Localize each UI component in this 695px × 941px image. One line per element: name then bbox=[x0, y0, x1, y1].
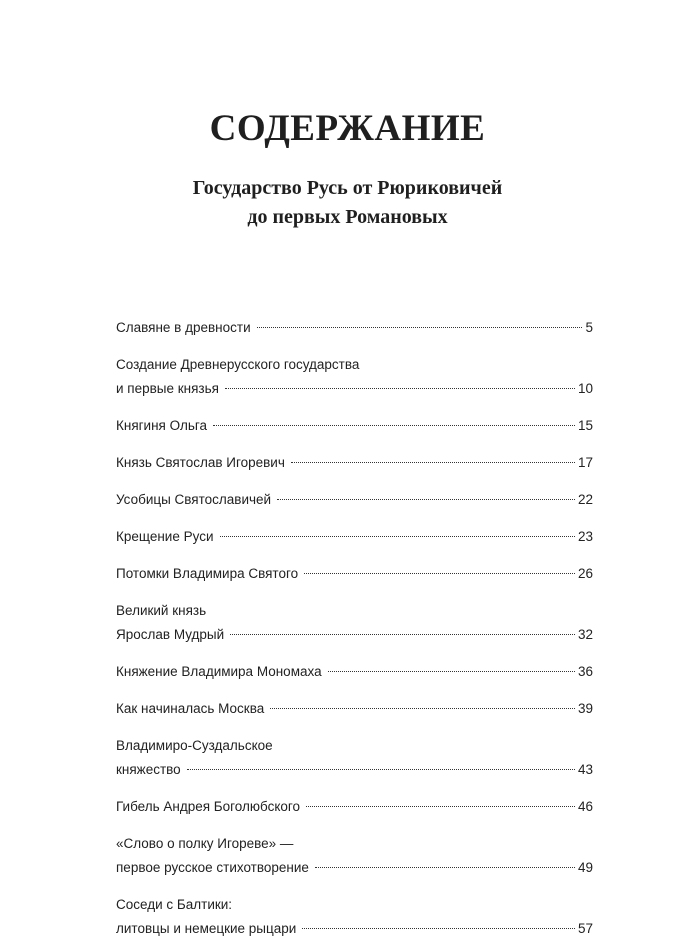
page-number: 39 bbox=[577, 701, 593, 716]
toc-entry-last-line bbox=[116, 414, 593, 438]
toc-entry-last-line bbox=[116, 660, 593, 684]
toc-entry-title: Ярослав Мудрый bbox=[116, 627, 225, 642]
toc-entry-last-line bbox=[116, 377, 593, 401]
page-number: 32 bbox=[577, 627, 593, 642]
toc-entry-title-line: Соседи с Балтики: bbox=[116, 897, 233, 912]
dot-leader bbox=[187, 769, 575, 770]
subtitle-line: до первых Романовых bbox=[247, 206, 448, 228]
toc-entry-title: Гибель Андрея Боголюбского bbox=[116, 799, 301, 814]
dot-leader bbox=[230, 634, 575, 635]
page-number: 46 bbox=[577, 799, 593, 814]
dot-leader bbox=[270, 708, 575, 709]
dot-leader bbox=[328, 671, 575, 672]
page-number: 22 bbox=[577, 492, 593, 507]
toc-entry bbox=[116, 599, 593, 647]
dot-leader bbox=[306, 806, 575, 807]
dot-leader bbox=[213, 425, 575, 426]
toc-entry-title: Славяне в древности bbox=[116, 320, 251, 335]
toc-entry-title-line: Великий князь bbox=[116, 603, 207, 618]
toc-entry-title: княжество bbox=[116, 762, 181, 777]
toc-entry-title: и первые князья bbox=[116, 381, 219, 396]
toc-entry bbox=[116, 795, 593, 819]
page-number: 36 bbox=[577, 664, 593, 679]
toc-entry-last-line bbox=[116, 488, 593, 512]
subtitle-line: Государство Русь от Рюриковичей bbox=[192, 177, 503, 199]
toc-entry bbox=[116, 660, 593, 684]
toc-entry-last-line bbox=[116, 697, 593, 721]
dot-leader bbox=[277, 499, 575, 500]
dot-leader bbox=[291, 462, 575, 463]
toc-entry-title: Княжение Владимира Мономаха bbox=[116, 664, 322, 679]
toc-entry bbox=[116, 697, 593, 721]
page-number: 49 bbox=[577, 860, 593, 875]
dot-leader bbox=[225, 388, 575, 389]
toc-entry-title-line: Владимиро-Суздальское bbox=[116, 738, 273, 753]
toc-entry-last-line bbox=[116, 451, 593, 475]
toc-entry bbox=[116, 893, 593, 941]
toc-entry bbox=[116, 488, 593, 512]
page-title: СОДЕРЖАНИЕ bbox=[209, 108, 486, 149]
toc-entry-title: Крещение Руси bbox=[116, 529, 214, 544]
toc-entry-title: Потомки Владимира Святого bbox=[116, 566, 299, 581]
page-number: 26 bbox=[577, 566, 593, 581]
toc-entry bbox=[116, 353, 593, 401]
toc-entry-title-line: «Слово о полку Игореве» — bbox=[116, 836, 294, 851]
toc-entry bbox=[116, 316, 593, 340]
page-number: 5 bbox=[585, 320, 593, 335]
dot-leader bbox=[257, 327, 583, 328]
dot-leader bbox=[315, 867, 575, 868]
toc-entry-last-line bbox=[116, 917, 593, 941]
page-number: 43 bbox=[577, 762, 593, 777]
dot-leader bbox=[302, 928, 575, 929]
toc-entry-last-line bbox=[116, 525, 593, 549]
toc-entry bbox=[116, 832, 593, 880]
dot-leader bbox=[304, 573, 575, 574]
toc-entry-title: Усобицы Святославичей bbox=[116, 492, 272, 507]
toc-entry-last-line bbox=[116, 562, 593, 586]
toc-entry bbox=[116, 525, 593, 549]
page-number: 10 bbox=[577, 381, 593, 396]
toc-entry-title: первое русское стихотворение bbox=[116, 860, 309, 875]
toc-entry-title: Князь Святослав Игоревич bbox=[116, 455, 285, 470]
toc-entry-last-line bbox=[116, 856, 593, 880]
toc-entry-last-line bbox=[116, 623, 593, 647]
table-of-contents bbox=[116, 316, 593, 941]
toc-entry-title: Как начиналась Москва bbox=[116, 701, 265, 716]
page-number: 57 bbox=[577, 921, 593, 936]
page-number: 17 bbox=[577, 455, 593, 470]
page-number: 15 bbox=[577, 418, 593, 433]
page-number: 23 bbox=[577, 529, 593, 544]
toc-entry bbox=[116, 562, 593, 586]
toc-entry bbox=[116, 734, 593, 782]
toc-entry bbox=[116, 414, 593, 438]
toc-entry-title: Княгиня Ольга bbox=[116, 418, 208, 433]
toc-entry-last-line bbox=[116, 795, 593, 819]
book-subtitle bbox=[0, 174, 695, 232]
toc-entry bbox=[116, 451, 593, 475]
toc-entry-title-line: Создание Древнерусского государства bbox=[116, 357, 360, 372]
dot-leader bbox=[220, 536, 575, 537]
toc-entry-last-line bbox=[116, 758, 593, 782]
toc-entry-title: литовцы и немецкие рыцари bbox=[116, 921, 297, 936]
toc-entry-last-line bbox=[116, 316, 593, 340]
